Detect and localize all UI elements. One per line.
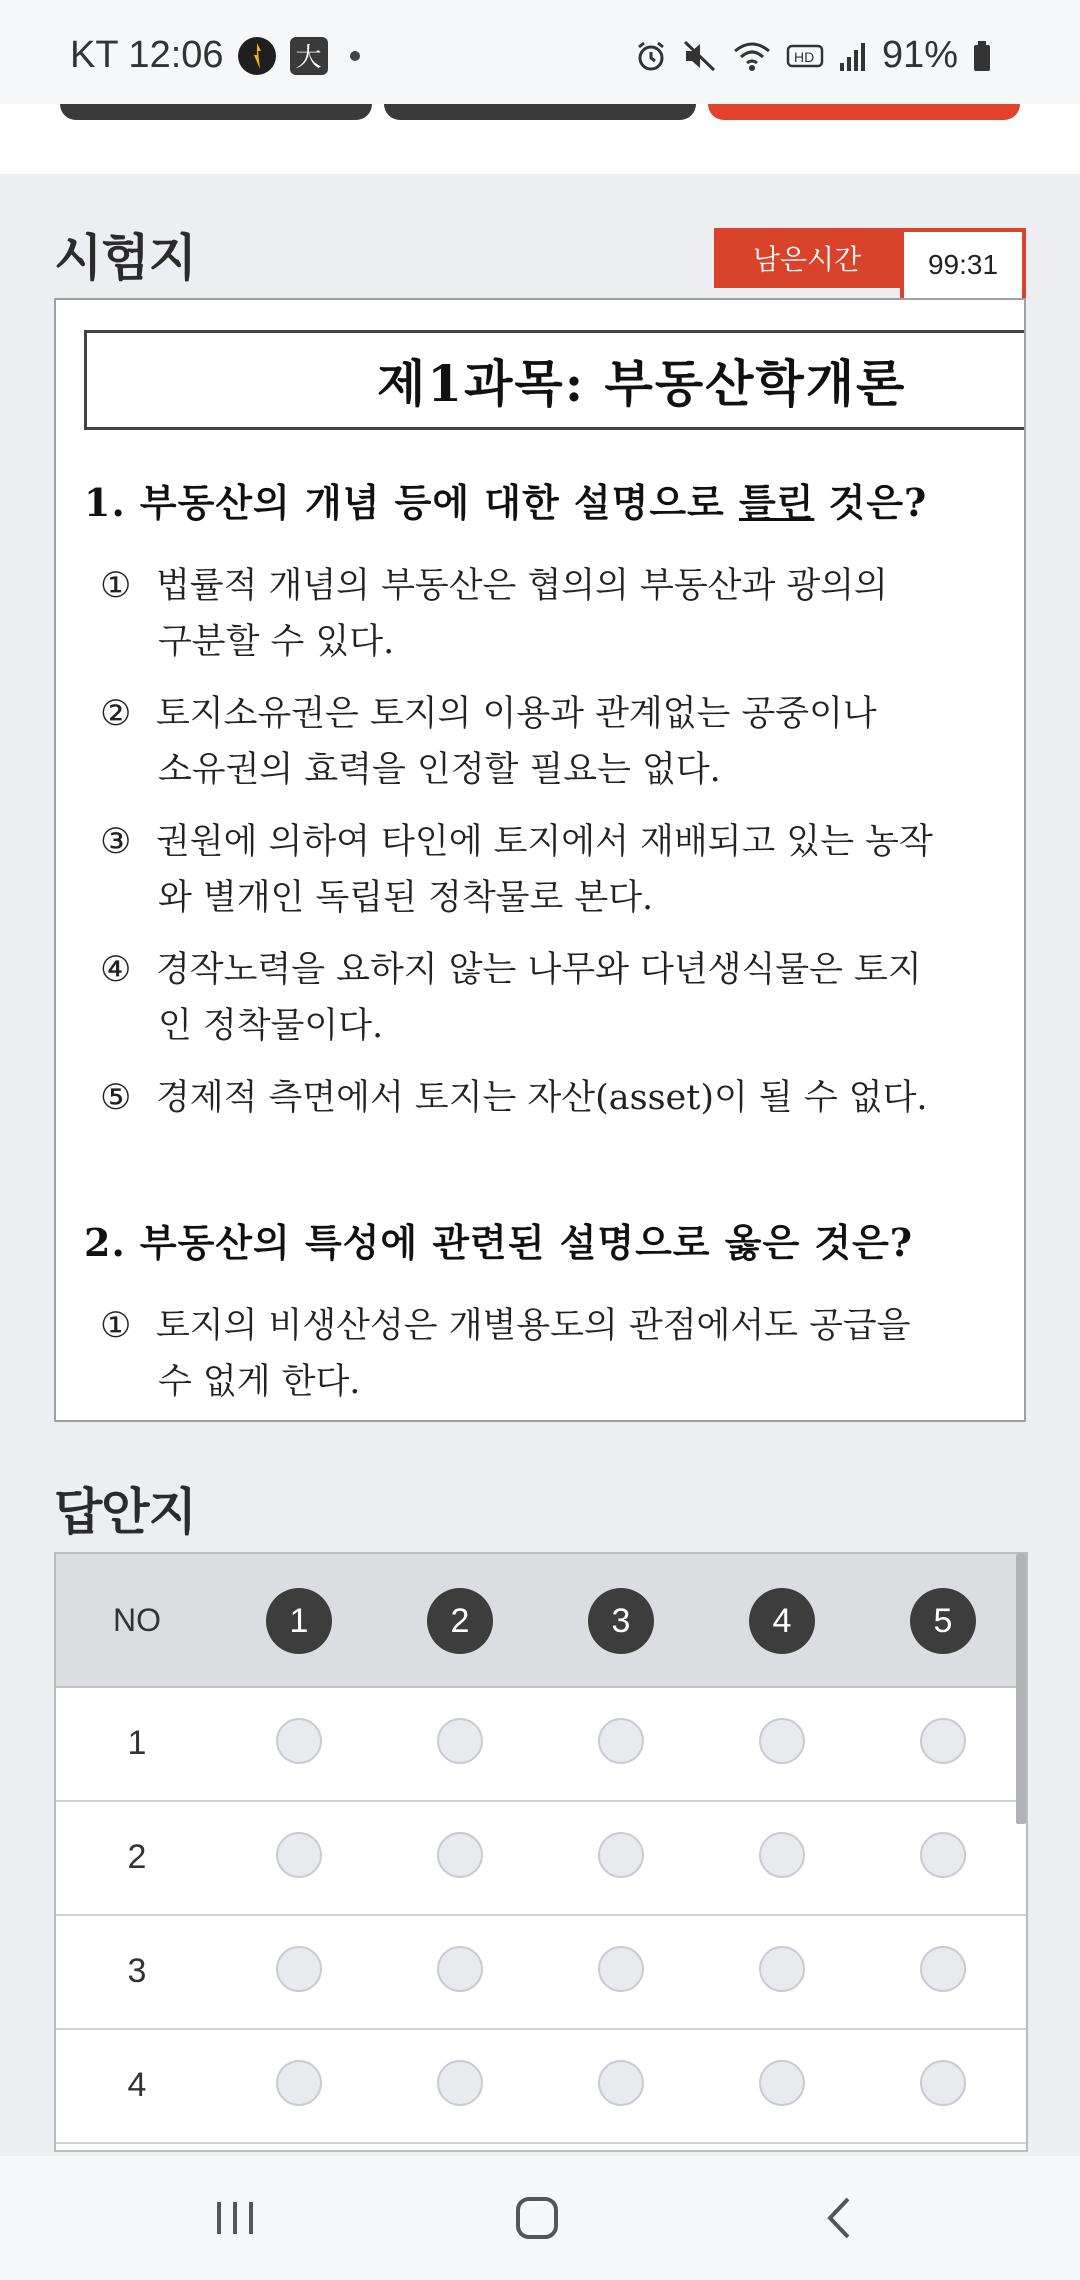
option-text-cont: 와 별개인 독립된 정착물로 본다. bbox=[158, 878, 654, 918]
signal-icon bbox=[838, 36, 868, 76]
option-text: 경제적 측면에서 토지는 자산(asset)이 될 수 없다. bbox=[156, 1078, 928, 1118]
answer-radio-2[interactable] bbox=[437, 1718, 483, 1764]
answer-radio-3[interactable] bbox=[598, 1946, 644, 1992]
subject-header bbox=[84, 330, 1026, 430]
option-number: ① bbox=[100, 1306, 132, 1346]
choice-header-1: 1 bbox=[266, 1588, 332, 1654]
answer-radio-4[interactable] bbox=[759, 2060, 805, 2106]
remaining-time bbox=[714, 228, 1026, 300]
subject-title: 제1과목: 부동산학개론 bbox=[377, 354, 907, 413]
choice-header-5: 5 bbox=[910, 1588, 976, 1654]
choice-header-3: 3 bbox=[588, 1588, 654, 1654]
answer-radio-4[interactable] bbox=[759, 1946, 805, 1992]
option-text: 토지의 비생산성은 개별용도의 관점에서도 공급을 bbox=[156, 1306, 911, 1346]
option-text: 법률적 개념의 부동산은 협의의 부동산과 광의의 bbox=[156, 566, 888, 606]
question-1-title bbox=[84, 472, 927, 527]
answer-radio-2[interactable] bbox=[437, 1946, 483, 1992]
option-number: ① bbox=[100, 566, 132, 606]
notification-dot-icon bbox=[350, 51, 360, 61]
system-navigation-bar bbox=[0, 2156, 1080, 2280]
row-number: 2 bbox=[127, 1837, 147, 1876]
answer-radio-2[interactable] bbox=[437, 1832, 483, 1878]
question-2-option-1 bbox=[100, 1298, 1026, 1410]
question-1-title-underline: 틀린 bbox=[738, 480, 815, 525]
wifi-icon bbox=[732, 36, 772, 76]
home-icon[interactable] bbox=[502, 2186, 572, 2250]
toolbar-button-submit[interactable] bbox=[708, 104, 1020, 120]
timer-label: 남은시간 bbox=[714, 228, 900, 288]
answer-sheet-scrollbar[interactable] bbox=[1016, 1554, 1026, 1824]
choice-header-4: 4 bbox=[749, 1588, 815, 1654]
toolbar-button-1[interactable] bbox=[60, 104, 372, 120]
question-1-title-end: 것은? bbox=[814, 480, 928, 525]
toolbar-button-2[interactable] bbox=[384, 104, 696, 120]
option-text-cont: 구분할 수 있다. bbox=[158, 622, 395, 662]
answer-row bbox=[56, 2028, 1026, 2144]
question-2-title-text: 2. 부동산의 특성에 관련된 설명으로 옳은 것은? bbox=[84, 1220, 914, 1265]
battery-icon bbox=[972, 36, 992, 76]
question-1-option-3 bbox=[100, 814, 1026, 926]
answer-row bbox=[56, 1686, 1026, 1802]
row-number: 1 bbox=[127, 1723, 147, 1762]
option-text-cont: 인 정착물이다. bbox=[158, 1006, 384, 1046]
notification-badge-icon: 大 bbox=[290, 37, 328, 75]
no-column-header: NO bbox=[113, 1601, 161, 1638]
option-number: ④ bbox=[100, 950, 132, 990]
answer-sheet-header bbox=[56, 1554, 1026, 1688]
mute-icon bbox=[682, 36, 718, 76]
exam-section-title: 시험지 bbox=[54, 229, 196, 287]
option-number: ② bbox=[100, 694, 132, 734]
option-number: ⑤ bbox=[100, 1078, 132, 1118]
answer-radio-5[interactable] bbox=[920, 1718, 966, 1764]
option-number: ③ bbox=[100, 822, 132, 862]
answer-section-title: 답안지 bbox=[54, 1483, 196, 1541]
question-2-title bbox=[84, 1212, 913, 1267]
hd-voice-icon bbox=[786, 36, 824, 76]
answer-radio-5[interactable] bbox=[920, 2060, 966, 2106]
timer-value: 99:31 bbox=[900, 228, 1026, 302]
question-1-option-5 bbox=[100, 1070, 1026, 1126]
answer-radio-3[interactable] bbox=[598, 1718, 644, 1764]
question-1-option-2 bbox=[100, 686, 1026, 798]
row-number: 3 bbox=[127, 1951, 147, 1990]
answer-radio-1[interactable] bbox=[276, 1832, 322, 1878]
app-notification-icon bbox=[238, 37, 276, 75]
recent-apps-icon[interactable] bbox=[200, 2186, 270, 2250]
answer-radio-1[interactable] bbox=[276, 1718, 322, 1764]
answer-radio-5[interactable] bbox=[920, 1946, 966, 1992]
alarm-icon bbox=[634, 36, 668, 76]
battery-percent: 91% bbox=[881, 34, 958, 76]
question-1-option-1 bbox=[100, 558, 1026, 670]
option-text: 토지소유권은 토지의 이용과 관계없는 공중이나 bbox=[156, 694, 877, 734]
exam-paper[interactable] bbox=[54, 298, 1026, 1422]
row-number: 4 bbox=[127, 2065, 147, 2104]
answer-radio-4[interactable] bbox=[759, 1832, 805, 1878]
answer-radio-1[interactable] bbox=[276, 1946, 322, 1992]
option-text-cont: 수 없게 한다. bbox=[158, 1362, 361, 1402]
choice-header-2: 2 bbox=[427, 1588, 493, 1654]
answer-radio-1[interactable] bbox=[276, 2060, 322, 2106]
option-text-cont: 소유권의 효력을 인정할 필요는 없다. bbox=[158, 750, 721, 790]
answer-radio-3[interactable] bbox=[598, 2060, 644, 2106]
answer-radio-3[interactable] bbox=[598, 1832, 644, 1878]
question-1-option-4 bbox=[100, 942, 1026, 1054]
answer-radio-2[interactable] bbox=[437, 2060, 483, 2106]
carrier-time: KT 12:06 bbox=[70, 34, 224, 76]
answer-row bbox=[56, 1800, 1026, 1916]
answer-radio-5[interactable] bbox=[920, 1832, 966, 1878]
answer-sheet[interactable] bbox=[54, 1552, 1028, 2152]
option-text: 경작노력을 요하지 않는 나무와 다년생식물은 토지 bbox=[156, 950, 922, 990]
svg-text:HD: HD bbox=[793, 48, 815, 65]
status-bar bbox=[0, 0, 1080, 104]
answer-radio-4[interactable] bbox=[759, 1718, 805, 1764]
answer-row bbox=[56, 1914, 1026, 2030]
back-icon[interactable] bbox=[804, 2186, 874, 2250]
option-text: 권원에 의하여 타인에 토지에서 재배되고 있는 농작 bbox=[156, 822, 933, 862]
question-1-title-text: 1. 부동산의 개념 등에 대한 설명으로 bbox=[84, 480, 739, 525]
